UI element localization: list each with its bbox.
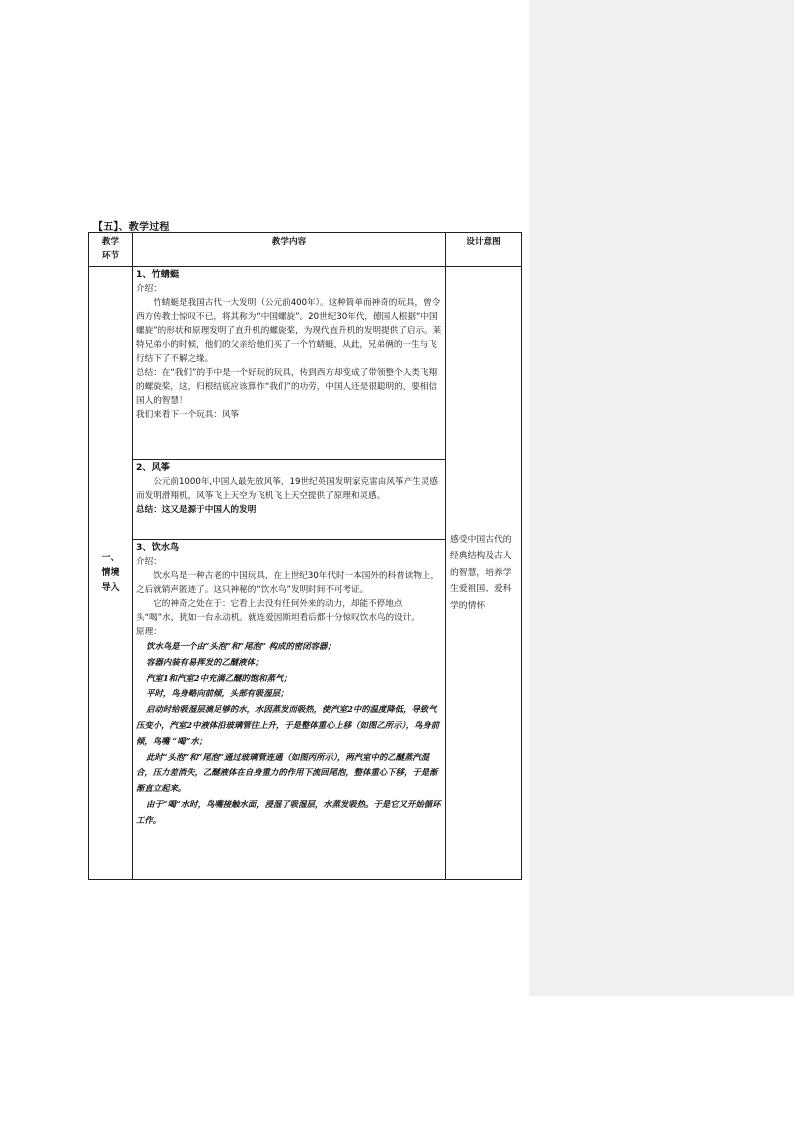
header-stage-label [89,233,132,263]
block3-para1: 饮水鸟是一种古老的中国玩具，在上世纪30年代时一本国外的科普读物上，之后就销声匿迹了。这只神秘的“饮水鸟”发明时间不可考证。 [136,571,440,595]
content-block-kite [133,459,445,539]
block1-para1: 竹蜻蜓是我国古代一大发明（公元前400年）。这种简单而神奇的玩具，曾令西方传教士惊叹不已，将其称为“中国螺旋”。20世纪30年代，德国人根据“中国螺旋”的形状和原理发明了直升机的螺旋桨，为现代直升机的发明提供了启示。莱特兄弟小的时候，他们的父亲给他们买了一个竹蜻蜓，从此，兄弟俩的一生与飞行结下了不解之缘。 [136,298,442,364]
design-intent-cell [446,267,522,880]
principle-list [136,639,442,829]
principle-line: 启动时给吸湿层滴足够的水，水因蒸发而吸热，使汽室2中的温度降低，导致气压变小，汽室2中液体沿玻璃管往上升，于是整体重心上移（如图乙所示），鸟身前倾，鸟嘴 “喝”水； [136,704,440,746]
comment-pane [529,0,794,996]
block2-summary: 总结：这又是源于中国人的发明 [136,505,257,515]
header-stage [89,233,133,267]
teaching-process-table [88,232,522,880]
principle-line: 饮水鸟是一个由“头泡”和“尾泡” 构成的密闭容器； [146,641,336,651]
principle-line: 此时“头泡”和“尾泡”通过玻璃管连通（如图丙所示），两汽室中的乙醚蒸汽混合，压力差消失，乙醚液体在自身重力的作用下流回尾泡，整体重心下移，于是渐渐直立起来。 [136,751,438,794]
stage-label-3: 导入 [101,582,120,593]
header-content-label: 教学内容 [271,237,307,247]
stage-label-2: 情境 [101,567,120,578]
block1-title: 1、竹蜻蜓 [136,269,180,280]
design-intent-text: 感受中国古代的经典结构及古人的智慧，培养学生爱祖国、爱科学的情怀 [450,534,512,611]
principle-line: 平时，鸟身略向前倾，头部有吸湿层； [146,688,289,699]
principle-line: 汽室1和汽室2中充满乙醚的饱和蒸气； [146,672,292,683]
header-stage-label-line: 教学 [101,237,120,247]
block3-para2: 它的神奇之处在于：它看上去没有任何外来的动力，却能不停地点头“喝”水，犹如一台永动机。就连爱因斯坦看后都十分惊叹饮水鸟的设计。 [136,599,420,623]
block2-title: 2、风筝 [136,462,170,473]
principle-line: 容器内装有易挥发的乙醚液体； [146,656,264,667]
block3-title: 3、饮水鸟 [136,542,180,553]
block2-para1: 公元前1000年,中国人最先放风筝，19世纪英国发明家克雷由风筝产生灵感而发明滑翔机，风筝飞上天空为飞机飞上天空提供了原理和灵感。 [136,477,438,501]
block1-next: 我们来看下一个玩具：风筝 [136,410,240,420]
content-block-drinking-bird [133,539,445,879]
content-block-bamboo-dragonfly [133,267,445,459]
content-cell [133,267,446,880]
header-content [133,233,446,267]
header-intent [446,233,522,267]
stage-cell [89,267,133,880]
principle-line: 由于“喝”水时，鸟嘴接触水面，浸湿了吸湿层，水蒸发吸热。于是它又开始循环工作。 [136,798,441,825]
section-heading: 【五】、教学过程 [93,222,170,233]
header-intent-label: 设计意图 [466,237,501,247]
stage-label-1: 一、 [101,552,120,563]
block1-intro: 介绍： [136,284,162,294]
block1-summary: 总结：在“我们”的手中是一个好玩的玩具，传到西方却变成了带领整个人类飞翔的螺旋桨，这，归根结底应该算作“我们”的功劳，中国人还是很聪明的，要相信国人的智慧！ [136,368,438,406]
block3-principle-label: 原理： [136,627,162,637]
table-header-row [89,233,522,267]
header-stage-label-line: 环节 [101,251,120,261]
table-row [89,267,522,880]
block3-intro: 介绍： [136,557,162,567]
